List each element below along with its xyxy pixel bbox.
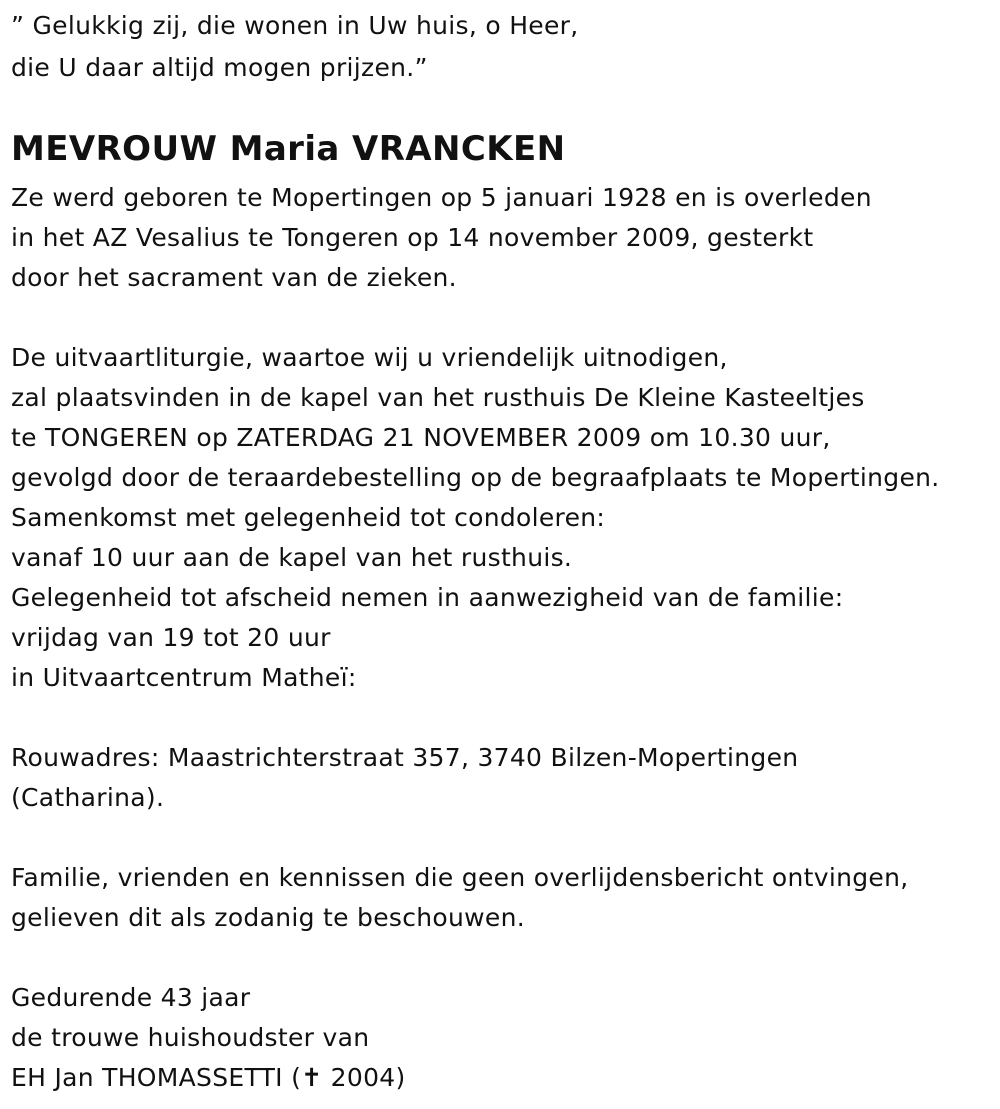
- text-line: Gelegenheid tot afscheid nemen in aanwezigheid van de familie:: [11, 583, 844, 612]
- text-line: Rouwadres: Maastrichterstraat 357, 3740 Bilzen-Mopertingen: [11, 743, 799, 772]
- text-line: door het sacrament van de zieken.: [11, 263, 457, 292]
- spacer: [11, 698, 996, 738]
- spacer: [11, 938, 996, 978]
- text-line: vrijdag van 19 tot 20 uur: [11, 623, 331, 652]
- priest-name: EH Jan THOMASSETTI (: [11, 1063, 302, 1092]
- text-line: (Catharina).: [11, 783, 165, 812]
- text-line: vanaf 10 uur aan de kapel van het rusthuis.: [11, 543, 573, 572]
- text-line: te TONGEREN op ZATERDAG 21 NOVEMBER 2009 om 10.30 uur,: [11, 423, 831, 452]
- text-line: gevolgd door de teraardebestelling op de begraafplaats te Mopertingen.: [11, 463, 940, 492]
- text-line: De uitvaartliturgie, waartoe wij u vriendelijk uitnodigen,: [11, 343, 728, 372]
- spacer: [11, 818, 996, 858]
- text-line: zal plaatsvinden in de kapel van het rusthuis De Kleine Kasteeltjes: [11, 383, 865, 412]
- death-notice: [11, 0, 996, 1098]
- text-line: in het AZ Vesalius te Tongeren op 14 november 2009, gesterkt: [11, 223, 814, 252]
- opening-quote: [11, 0, 996, 89]
- text-line: Gedurende 43 jaar: [11, 983, 251, 1012]
- text-line: Familie, vrienden en kennissen die geen overlijdensbericht ontvingen,: [11, 863, 909, 892]
- notice-paragraph: [11, 858, 996, 938]
- text-line: Ze werd geboren te Mopertingen op 5 januari 1928 en is overleden: [11, 183, 872, 212]
- text-line: gelieven dit als zodanig te beschouwen.: [11, 903, 525, 932]
- death-year: 2004): [322, 1063, 406, 1092]
- text-line: Samenkomst met gelegenheid tot condoleren:: [11, 503, 606, 532]
- birth-death-paragraph: [11, 178, 996, 298]
- text-line: in Uitvaartcentrum Matheï:: [11, 663, 357, 692]
- text-line: de trouwe huishoudster van: [11, 1023, 370, 1052]
- address-paragraph: [11, 738, 996, 818]
- cross-icon: ✝: [301, 1063, 323, 1092]
- funeral-paragraph: [11, 338, 996, 698]
- priest-line: [11, 1058, 996, 1098]
- closing-paragraph: [11, 978, 996, 1098]
- quote-line: die U daar altijd mogen prijzen.”: [11, 53, 428, 82]
- deceased-name-heading: MEVROUW Maria VRANCKEN: [11, 129, 566, 169]
- quote-line: ” Gelukkig zij, die wonen in Uw huis, o Heer,: [11, 11, 579, 40]
- spacer: [11, 298, 996, 338]
